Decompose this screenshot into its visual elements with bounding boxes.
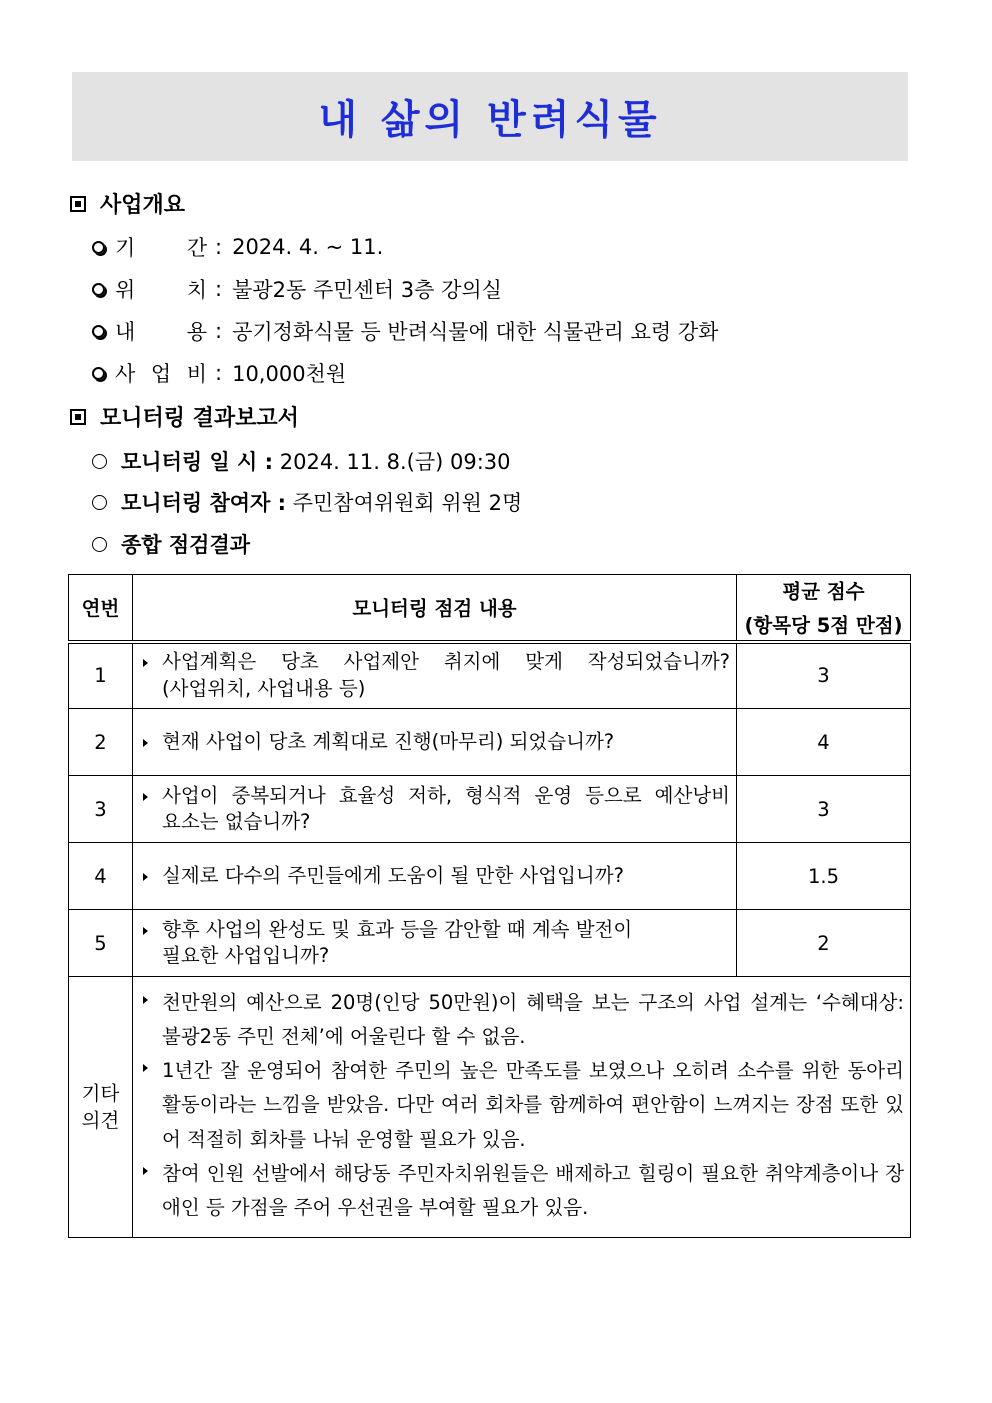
overview-location: 위 치 : 불광2동 주민센터 3층 강의실	[92, 274, 502, 304]
table-header-row	[69, 575, 911, 642]
monitoring-participants: 모니터링 참여자 : 주민참여위원회 위원 2명	[92, 487, 522, 517]
etc-label: 기타 의견	[69, 977, 133, 1238]
square-bullet-icon	[70, 409, 86, 425]
circle-bullet-icon	[92, 454, 107, 469]
triangle-bullet-icon	[143, 1167, 148, 1175]
monitoring-date: 모니터링 일 시 : 2024. 11. 8.(금) 09:30	[92, 446, 511, 476]
overview-heading: 사업개요	[70, 188, 185, 219]
circle-bullet-icon	[92, 495, 107, 510]
square-bullet-icon	[70, 196, 86, 212]
table-row: 2 현재 사업이 당초 계획대로 진행(마무리) 되었습니까? 4	[69, 709, 911, 776]
table-row: 1 사업계획은 당초 사업제안 취지에 맞게 작성되었습니까? (사업위치, 사업내용 등) 3	[69, 642, 911, 709]
comment-item: 참여 인원 선발에서 해당동 주민자치위원들은 배제하고 힐링이 필요한 취약계층이나 장애인 등 가점을 주어 우선권을 부여할 필요가 있음.	[141, 1157, 904, 1225]
triangle-bullet-icon	[143, 1064, 148, 1072]
table-row: 5 향후 사업의 완성도 및 효과 등을 감안할 때 계속 발전이 필요한 사업입니까? 2	[69, 910, 911, 977]
table-row: 4 실제로 다수의 주민들에게 도움이 될 만한 사업입니까? 1.5	[69, 843, 911, 910]
comment-item: 천만원의 예산으로 20명(인당 50만원)이 혜택을 보는 구조의 사업 설계는 ‘수혜대상: 불광2동 주민 전체’에 어울린다 할 수 없음.	[141, 986, 904, 1054]
circle-bullet-icon	[92, 283, 105, 296]
monitoring-heading: 모니터링 결과보고서	[70, 401, 299, 432]
overview-content: 내 용 : 공기정화식물 등 반려식물에 대한 식물관리 요령 강화	[92, 316, 718, 346]
overview-budget: 사 업 비 : 10,000천원	[92, 358, 346, 388]
circle-bullet-icon	[92, 367, 105, 380]
page-title: 내 삶의 반려식물	[318, 97, 662, 143]
triangle-bullet-icon	[143, 996, 148, 1004]
triangle-bullet-icon	[143, 873, 148, 881]
header-score: 평균 점수 (항목당 5점 만점)	[737, 575, 911, 642]
triangle-bullet-icon	[143, 739, 148, 747]
table-row-etc	[69, 977, 911, 1238]
monitoring-results-table	[68, 574, 911, 1238]
circle-bullet-icon	[92, 241, 105, 254]
title-banner	[72, 72, 908, 161]
triangle-bullet-icon	[143, 927, 148, 935]
circle-bullet-icon	[92, 325, 105, 338]
table-row: 3 사업이 중복되거나 효율성 저하, 형식적 운영 등으로 예산낭비 요소는 없습니까? 3	[69, 776, 911, 843]
overview-period: 기 간 : 2024. 4. ~ 11.	[92, 232, 383, 262]
header-num: 연번	[69, 575, 133, 642]
monitoring-summary-label: 종합 점검결과	[92, 529, 250, 559]
comment-item: 1년간 잘 운영되어 참여한 주민의 높은 만족도를 보였으나 오히려 소수를 위한 동아리 활동이라는 느낌을 받았음. 다만 여러 회차를 함께하여 편안함이 느껴지는 장점 또한 있어 적절히 회차를 나눠 운영할 필요가 있음.	[141, 1054, 904, 1156]
triangle-bullet-icon	[143, 659, 148, 667]
circle-bullet-icon	[92, 537, 107, 552]
header-content: 모니터링 점검 내용	[133, 575, 737, 642]
triangle-bullet-icon	[143, 793, 148, 801]
